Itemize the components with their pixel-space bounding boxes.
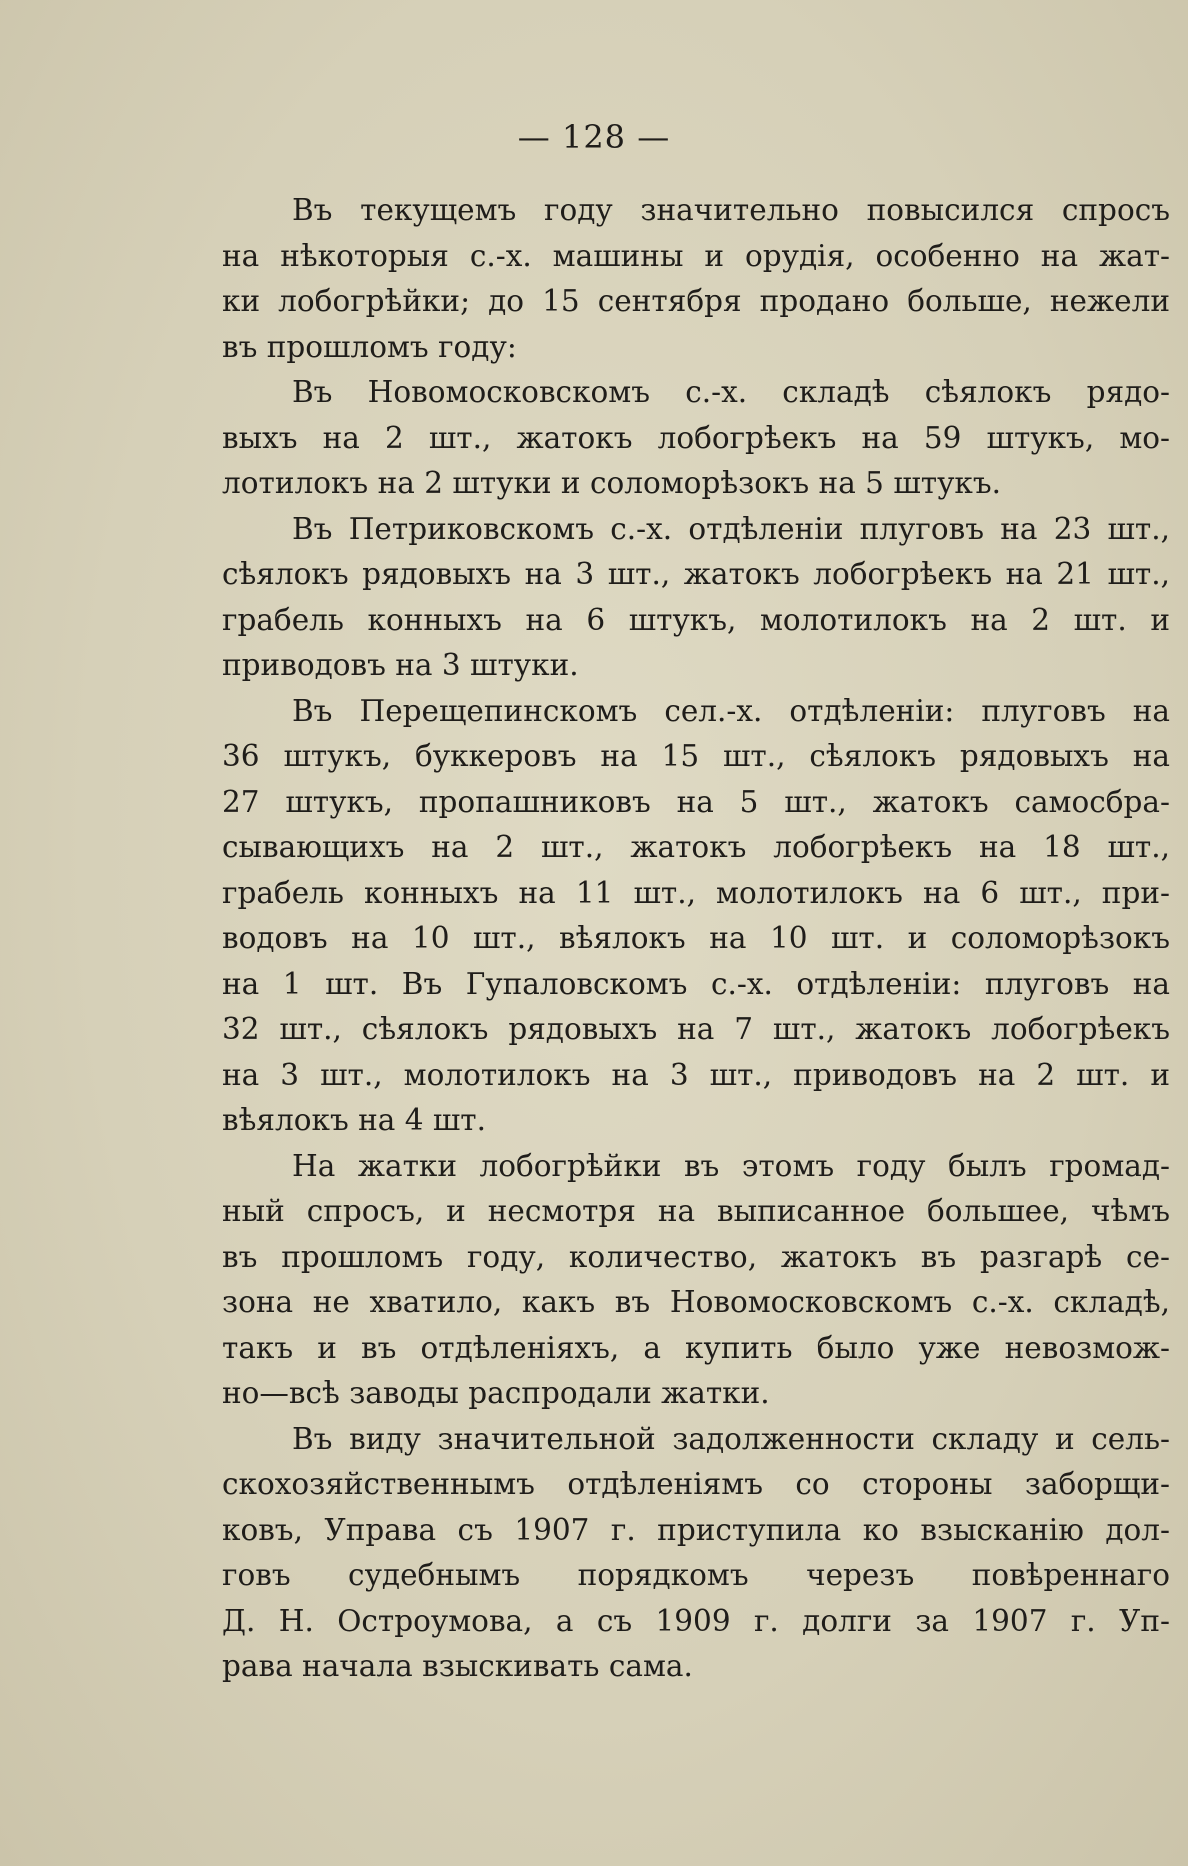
text-line: грабель конныхъ на 11 шт., молотилокъ на 6 шт., при-: [222, 875, 1170, 910]
text-line: но—всѣ заводы распродали жатки.: [222, 1376, 770, 1410]
text-line: на 1 шт. Въ Гупаловскомъ с.-х. отдѣленіи: плуговъ на: [222, 966, 1170, 1001]
text-line: 27 штукъ, пропашниковъ на 5 шт., жатокъ самосбра-: [222, 784, 1170, 819]
text-line: сѣялокъ рядовыхъ на 3 шт., жатокъ лобогрѣекъ на 21 шт.,: [222, 557, 1170, 591]
text-line: на нѣкоторыя с.-х. машины и орудія, особенно на жат-: [222, 238, 1170, 273]
text-line: приводовъ на 3 штуки.: [222, 648, 579, 682]
text-line: водовъ на 10 шт., вѣялокъ на 10 шт. и соломорѣзокъ: [222, 921, 1170, 955]
text-line: вѣялокъ на 4 шт.: [222, 1103, 486, 1137]
paragraph: [222, 188, 1170, 370]
text-line: рава начала взыскивать сама.: [222, 1649, 693, 1683]
text-line: ный спросъ, и несмотря на выписанное большее, чѣмъ: [222, 1194, 1170, 1228]
text-line: 36 штукъ, буккеровъ на 15 шт., сѣялокъ рядовыхъ на: [222, 739, 1170, 773]
text-line: выхъ на 2 шт., жатокъ лобогрѣекъ на 59 штукъ, мо-: [222, 420, 1170, 455]
text-line: 32 шт., сѣялокъ рядовыхъ на 7 шт., жатокъ лобогрѣекъ: [222, 1012, 1170, 1046]
text-line: Въ текущемъ году значительно повысился спросъ: [292, 193, 1170, 227]
text-line: Въ Петриковскомъ с.-х. отдѣленіи плуговъ на 23 шт.,: [292, 511, 1170, 546]
text-line: въ прошломъ году, количество, жатокъ въ разгарѣ се-: [222, 1239, 1170, 1274]
text-line: ки лобогрѣйки; до 15 сентября продано больше, нежели: [222, 284, 1170, 318]
text-line: такъ и въ отдѣленіяхъ, а купить было уже невозмож-: [222, 1330, 1170, 1365]
paragraph: [222, 689, 1170, 1144]
text-line: грабель конныхъ на 6 штукъ, молотилокъ на 2 шт. и: [222, 602, 1170, 637]
text-line: зона не хватило, какъ въ Новомосковскомъ с.-х. складѣ,: [222, 1285, 1170, 1319]
paragraph: [222, 1417, 1170, 1690]
page-number: — 128 —: [517, 118, 671, 156]
text-line: На жатки лобогрѣйки въ этомъ году былъ громад-: [292, 1148, 1170, 1183]
text-line: говъ судебнымъ порядкомъ черезъ повѣреннаго: [222, 1558, 1170, 1592]
paragraph: [222, 1144, 1170, 1417]
text-line: въ прошломъ году:: [222, 329, 517, 364]
text-line: сывающихъ на 2 шт., жатокъ лобогрѣекъ на 18 шт.,: [222, 830, 1170, 864]
text-line: Въ Новомосковскомъ с.-х. складѣ сѣялокъ рядо-: [292, 375, 1170, 409]
text-line: на 3 шт., молотилокъ на 3 шт., приводовъ на 2 шт. и: [222, 1057, 1170, 1092]
text-line: Д. Н. Остроумова, а съ 1909 г. долги за 1907 г. Уп-: [222, 1603, 1170, 1638]
text-line: скохозяйственнымъ отдѣленіямъ со стороны заборщи-: [222, 1467, 1170, 1501]
text-line: лотилокъ на 2 штуки и соломорѣзокъ на 5 штукъ.: [222, 466, 1002, 500]
paragraph: [222, 370, 1170, 507]
text-line: ковъ, Управа съ 1907 г. приступила ко взысканію дол-: [222, 1512, 1170, 1547]
text-line: Въ виду значительной задолженности складу и сель-: [292, 1421, 1170, 1456]
paragraph: [222, 507, 1170, 689]
body-text: [222, 188, 1170, 1690]
text-line: Въ Перещепинскомъ сел.-х. отдѣленіи: плуговъ на: [292, 693, 1170, 728]
